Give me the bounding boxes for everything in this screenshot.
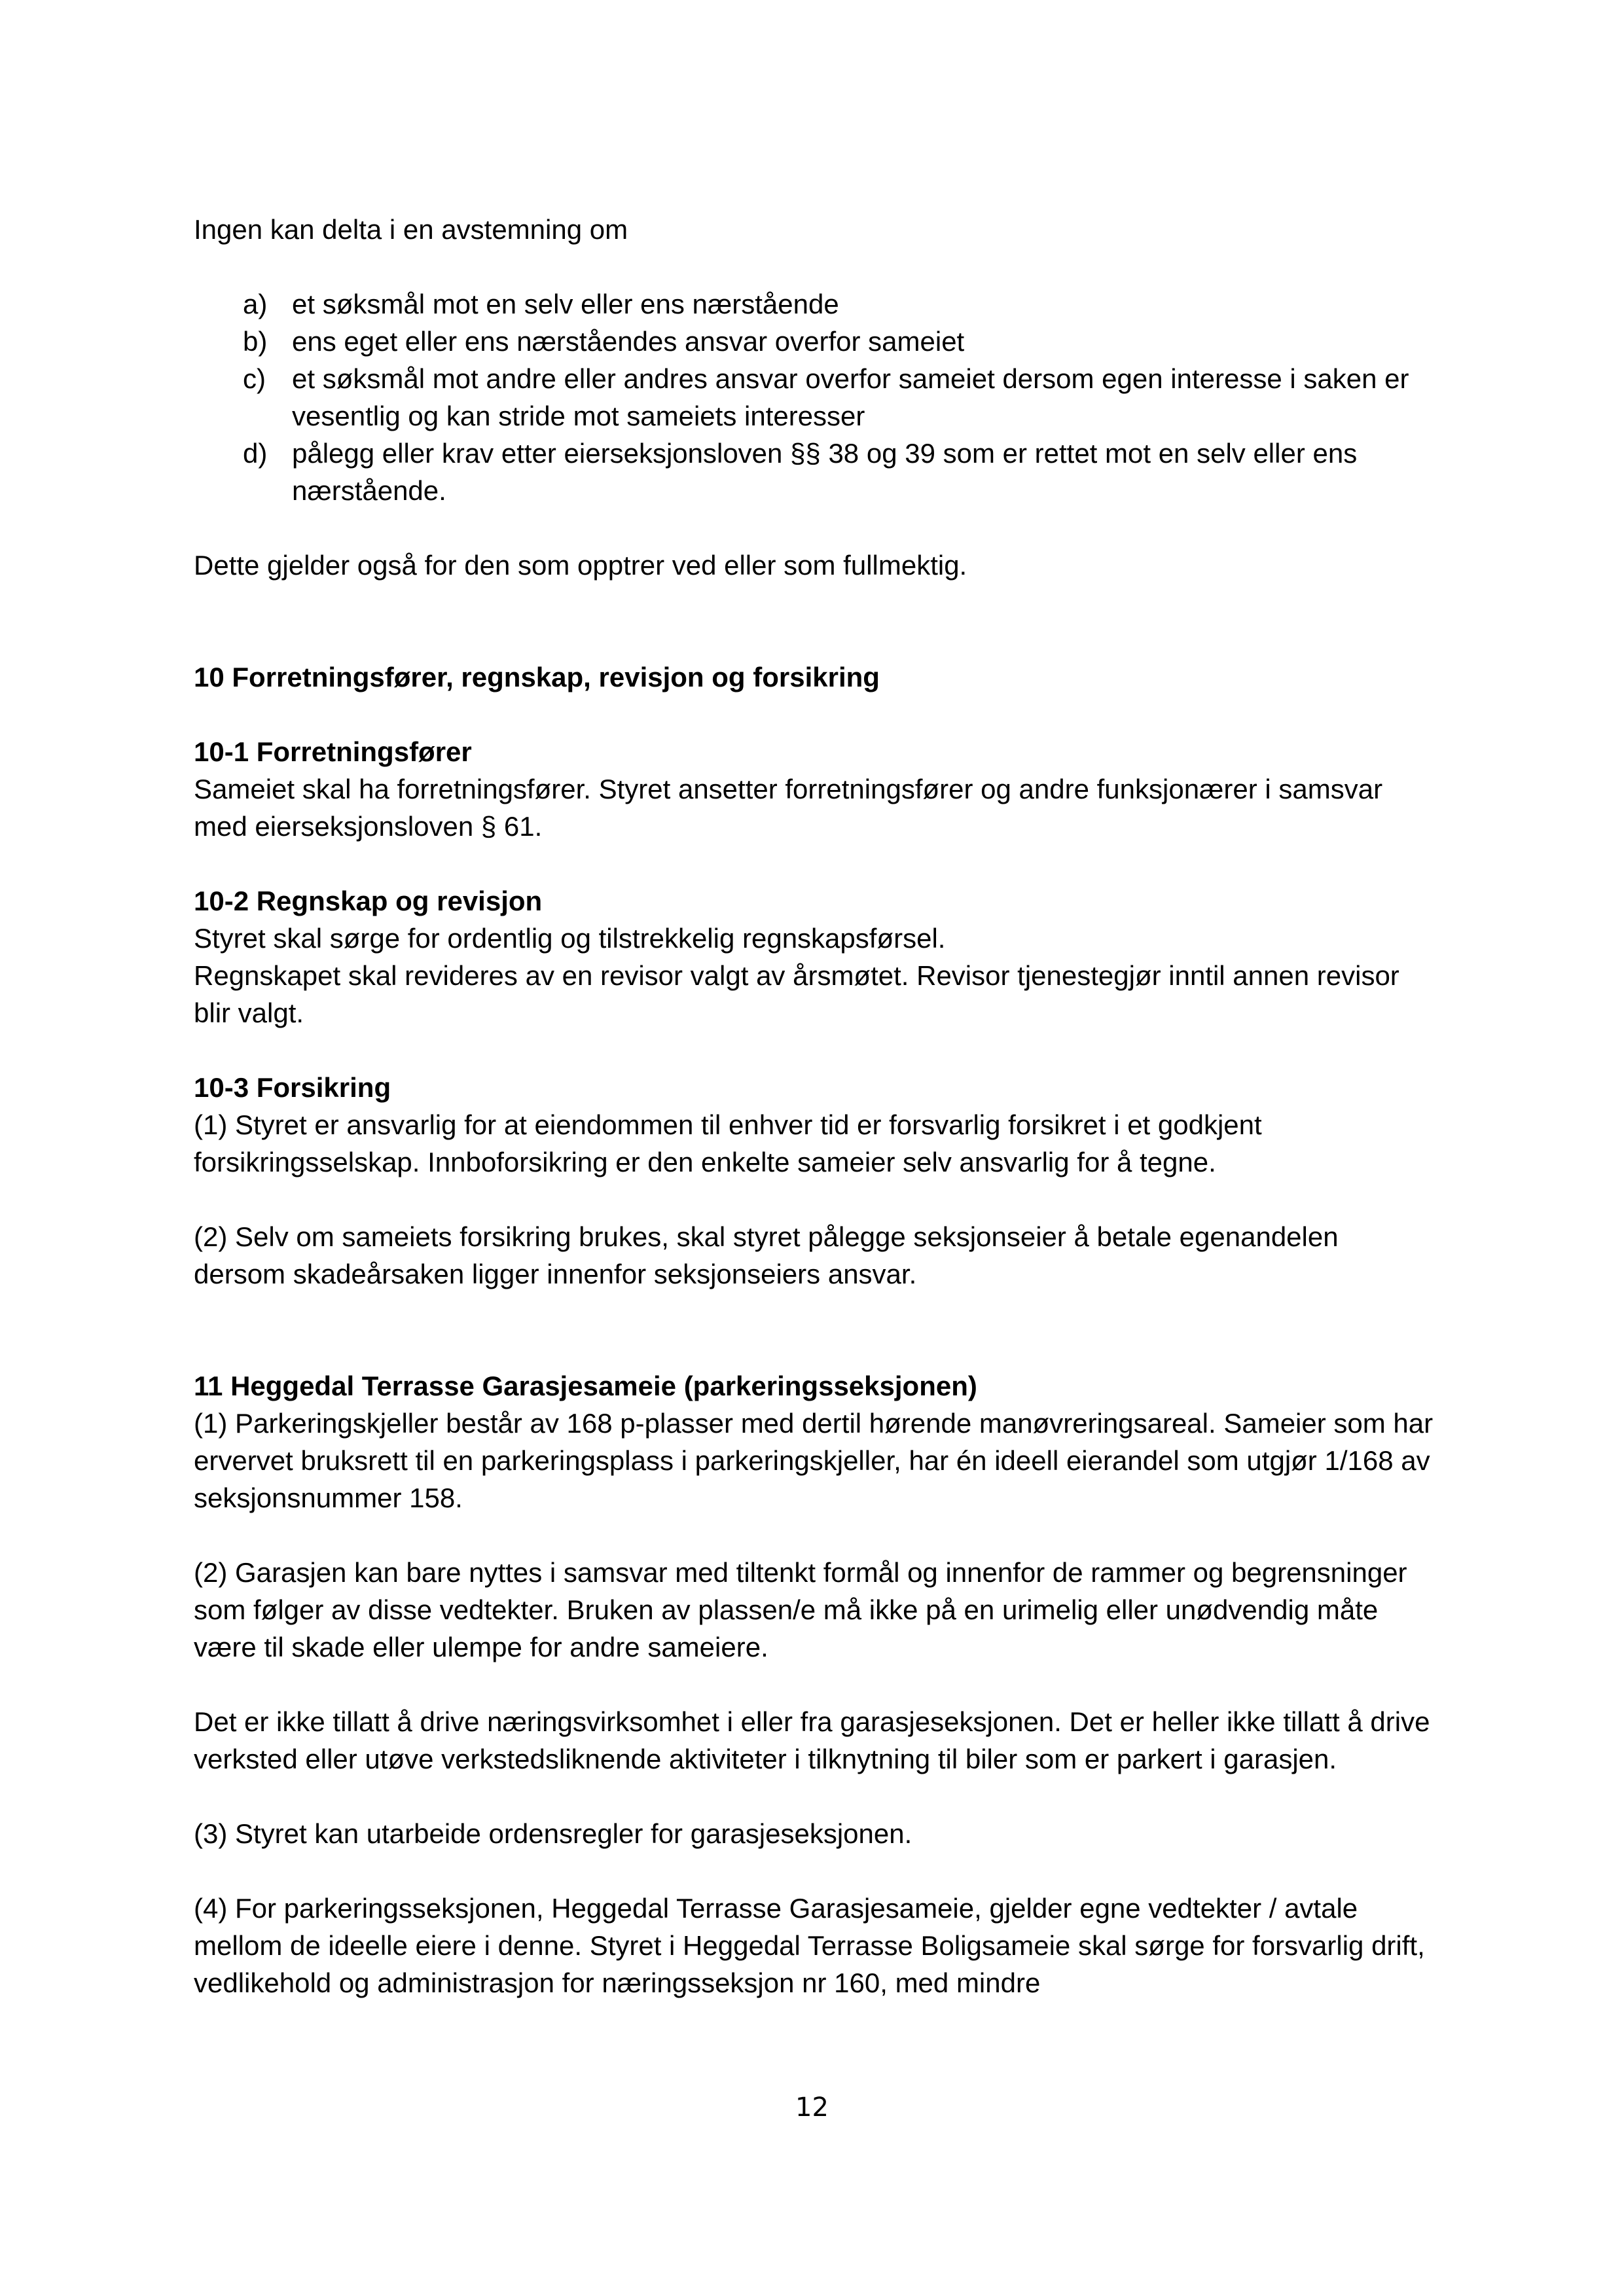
section-10-heading: 10 Forretningsfører, regnskap, revisjon og forsikring — [194, 662, 880, 692]
section-10-1-heading: 10-1 Forretningsfører — [194, 736, 472, 767]
section-10-3-paragraph-2: (2) Selv om sameiets forsikring brukes, skal styret pålegge seksjonseier å betale egenandelen dersom skadeårsaken ligger innenfor seksjonseiers ansvar. — [194, 1221, 1339, 1289]
page-number: 12 — [795, 2092, 829, 2123]
list-item — [194, 285, 1437, 323]
section-10-1-text: Sameiet skal ha forretningsfører. Styret ansetter forretningsfører og andre funksjonærer i samsvar med eierseksjonsloven § 61. — [194, 774, 1383, 842]
list-item-letter: b) — [243, 326, 268, 357]
list-item-text: et søksmål mot andre eller andres ansvar overfor sameiet dersom egen interesse i saken er vesentlig og kan stride mot sameiets interesser — [292, 363, 1409, 431]
page-content — [194, 211, 1437, 2001]
list-item-text: pålegg eller krav etter eierseksjonsloven §§ 38 og 39 som er rettet mot en selv eller ens nærstående. — [292, 438, 1358, 506]
section-11-paragraph-5: (4) For parkeringsseksjonen, Heggedal Terrasse Garasjesameie, gjelder egne vedtekter / avtale mellom de ideelle eiere i denne. Styret i Heggedal Terrasse Boligsameie skal sørge for forsvarlig drift, vedlikehold og administrasjon for næringsseksjon nr 160, med mindre — [194, 1893, 1425, 1998]
list-item-text: et søksmål mot en selv eller ens nærstående — [292, 289, 839, 319]
after-list-paragraph: Dette gjelder også for den som opptrer ved eller som fullmektig. — [194, 550, 967, 581]
section-11-paragraph-4: (3) Styret kan utarbeide ordensregler for garasjeseksjonen. — [194, 1818, 912, 1849]
section-10-2-paragraph-2: Regnskapet skal revideres av en revisor valgt av årsmøtet. Revisor tjenestegjør inntil annen revisor blir valgt. — [194, 960, 1399, 1028]
section-11-paragraph-3: Det er ikke tillatt å drive næringsvirksomhet i eller fra garasjeseksjonen. Det er heller ikke tillatt å drive verksted eller utøve verkstedsliknende aktiviteter i tilknytning til biler som er parkert i garasjen. — [194, 1706, 1430, 1774]
section-11-paragraph-2: (2) Garasjen kan bare nyttes i samsvar med tiltenkt formål og innenfor de rammer og begrensninger som følger av disse vedtekter. Bruken av plassen/e må ikke på en urimelig eller unødvendig måte være til skade eller ulempe for andre sameiere. — [194, 1557, 1407, 1662]
voting-exclusion-list — [194, 285, 1437, 509]
list-item — [194, 323, 1437, 360]
section-10-3-paragraph-1: (1) Styret er ansvarlig for at eiendommen til enhver tid er forsvarlig forsikret i et godkjent forsikringsselskap. Innboforsikring er den enkelte sameier selv ansvarlig for å tegne. — [194, 1109, 1262, 1177]
list-item — [194, 435, 1437, 509]
section-10-3-heading: 10-3 Forsikring — [194, 1072, 391, 1103]
list-item-letter: c) — [243, 363, 266, 394]
section-11-paragraph-1: (1) Parkeringskjeller består av 168 p-plasser med dertil hørende manøvreringsareal. Sameier som har ervervet bruksrett til en parkeringsplass i parkeringskjeller, har én ideell eierandel som utgjør 1/168 av seksjonsnummer 158. — [194, 1408, 1434, 1513]
list-item-text: ens eget eller ens nærståendes ansvar overfor sameiet — [292, 326, 965, 357]
list-item-letter: d) — [243, 438, 268, 469]
section-11-heading: 11 Heggedal Terrasse Garasjesameie (parkeringsseksjonen) — [194, 1371, 977, 1401]
list-item — [194, 360, 1437, 435]
section-10-2-heading: 10-2 Regnskap og revisjon — [194, 886, 543, 916]
list-item-letter: a) — [243, 289, 268, 319]
intro-paragraph: Ingen kan delta i en avstemning om — [194, 214, 628, 245]
section-10-2-paragraph-1: Styret skal sørge for ordentlig og tilstrekkelig regnskapsførsel. — [194, 923, 946, 954]
